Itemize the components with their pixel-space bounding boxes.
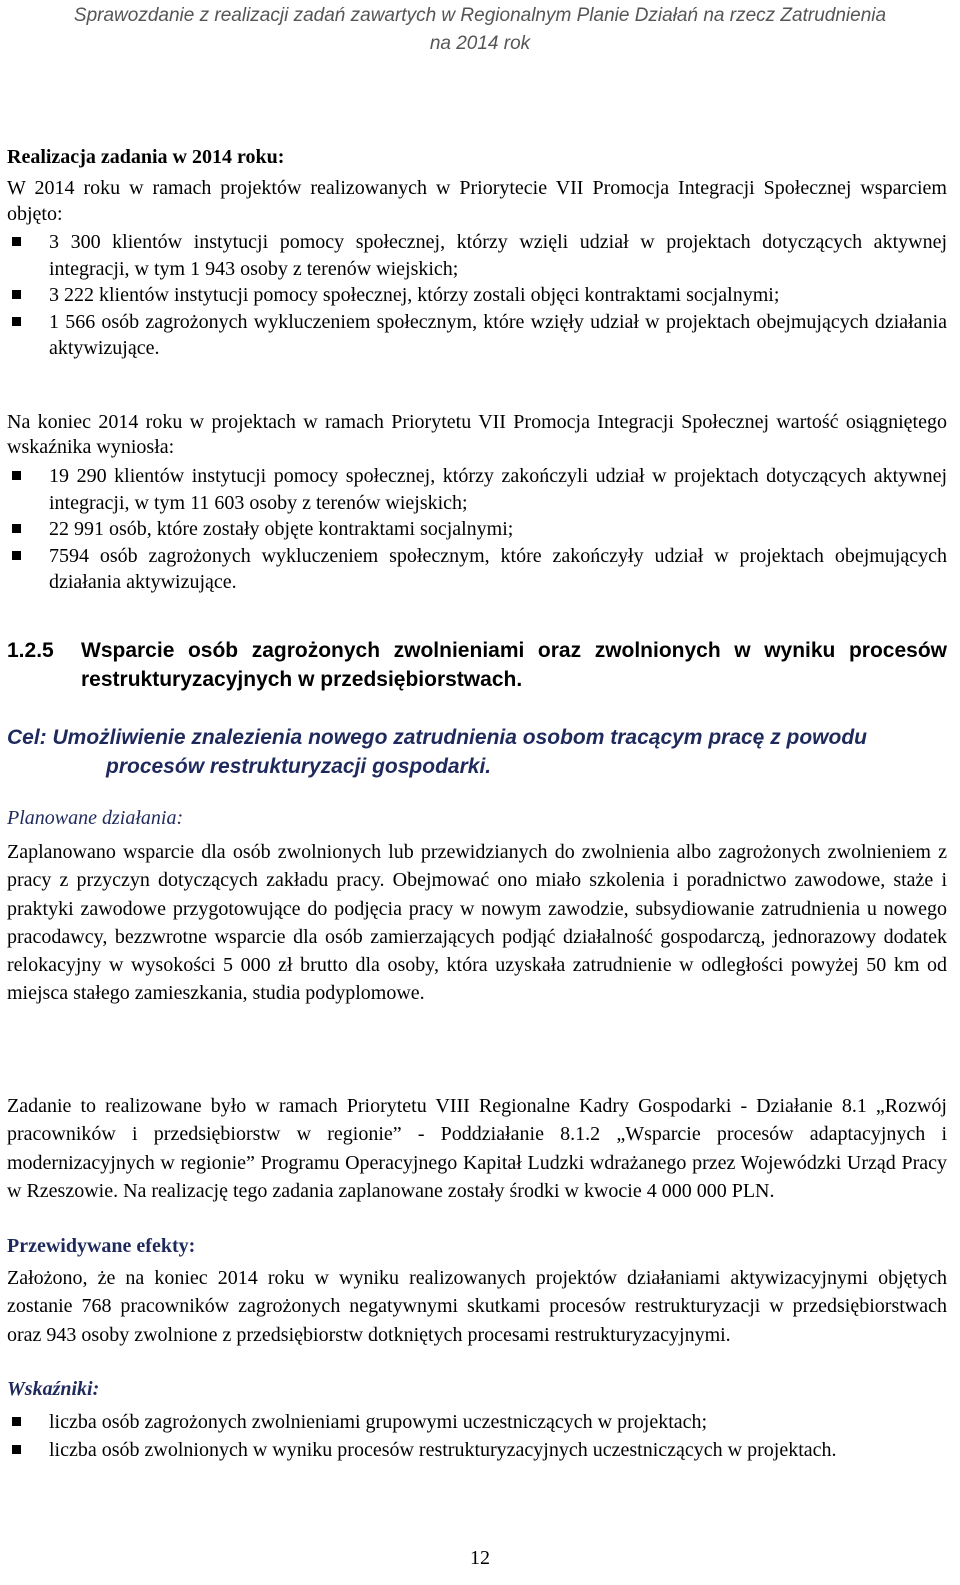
running-header <box>6 2 954 58</box>
list-item: liczba osób zagrożonych zwolnieniami grupowymi uczestniczących w projektach; <box>7 1409 947 1437</box>
koniec-bullet-list <box>7 463 947 596</box>
goal-line-1: Cel: Umożliwienie znalezienia nowego zatrudnienia osobom tracącym pracę z powodu <box>7 726 867 749</box>
header-line-2: na 2014 rok <box>429 33 531 54</box>
koniec-section <box>7 410 947 596</box>
realizacja-section <box>7 145 947 362</box>
planowane-heading: Planowane działania: <box>7 807 184 829</box>
list-item: 3 222 klientów instytucji pomocy społecznej, którzy zostali objęci kontraktami socjalnymi; <box>7 282 947 309</box>
list-item: 3 300 klientów instytucji pomocy społecznej, którzy wzięli udział w projektach dotyczących aktywnej integracji, w tym 1 943 osoby z terenów wiejskich; <box>7 229 947 282</box>
wskazniki-bullet-list <box>7 1409 947 1464</box>
planowane-text: Zaplanowano wsparcie dla osób zwolnionych lub przewidzianych do zwolnienia albo zagrożonych zwolnieniem z pracy z przyczyn dotyczących zakładu pracy. Obejmować ono miało szkolenia i poradnictwo zawodowe, staże i praktyki zawodowe przygotowujące do podjęcia pracy w nowym zawodzie, subsydiowanie zatrudnienia u nowego pracodawcy, bezzwrotne wsparcie dla osób zamierzających podjąć działalność gospodarczą, jednorazowy dodatek relokacyjny w wysokości 5 000 zł brutto dla osoby, która uzyskała zatrudnienie w odległości powyżej 50 km od miejsca stałego zamieszkania, studia podyplomowe. <box>7 841 947 1005</box>
wskazniki-heading: Wskaźniki: <box>7 1378 100 1400</box>
zadanie-paragraph: Zadanie to realizowane było w ramach Priorytetu VIII Regionalne Kadry Gospodarki - Działanie 8.1 „Rozwój pracowników i przedsiębiorstw w regionie” - Poddziałanie 8.1.2 „Wsparcie procesów adaptacyjnych i modernizacyjnych w regionie” Programu Operacyjnego Kapitał Ludzki wdrażanego przez Wojewódzki Urząd Pracy w Rzeszowie. Na realizację tego zadania zaplanowane zostały środki w kwocie 4 000 000 PLN. <box>7 1095 947 1202</box>
realizacja-bullet-list <box>7 229 947 362</box>
section-heading <box>7 636 947 694</box>
efekty-section <box>7 1234 947 1349</box>
list-item: 7594 osób zagrożonych wykluczeniem społecznym, które zakończyły udział w projektach obejmujących działania aktywizujące. <box>7 543 947 596</box>
wskazniki-section <box>7 1377 947 1464</box>
goal-line-2: procesów restrukturyzacji gospodarki. <box>106 755 492 778</box>
header-line-1: Sprawozdanie z realizacji zadań zawartych w Regionalnym Planie Działań na rzecz Zatrudnienia <box>73 5 887 26</box>
planowane-section <box>7 806 947 1008</box>
list-item: 19 290 klientów instytucji pomocy społecznej, którzy zakończyli udział w projektach dotyczących aktywnej integracji, w tym 11 603 osoby z terenów wiejskich; <box>7 463 947 516</box>
section-goal <box>7 723 947 781</box>
list-item: liczba osób zwolnionych w wyniku procesów restrukturyzacyjnych uczestniczących w projektach. <box>7 1437 947 1465</box>
page-number: 12 <box>470 1547 490 1569</box>
efekty-heading: Przewidywane efekty: <box>7 1235 196 1257</box>
list-item: 1 566 osób zagrożonych wykluczeniem społecznym, które wzięły udział w projektach obejmujących działania aktywizujące. <box>7 309 947 362</box>
realizacja-heading: Realizacja zadania w 2014 roku: <box>7 146 285 168</box>
list-item: 22 991 osób, które zostały objęte kontraktami socjalnymi; <box>7 516 947 543</box>
koniec-intro: Na koniec 2014 roku w projektach w ramach Priorytetu VII Promocja Integracji Społecznej wartość osiągniętego wskaźnika wyniosła: <box>7 411 947 458</box>
realizacja-intro: W 2014 roku w ramach projektów realizowanych w Priorytecie VII Promocja Integracji Społecznej wsparciem objęto: <box>7 177 947 225</box>
section-number: 1.2.5 <box>7 639 54 662</box>
section-title: Wsparcie osób zagrożonych zwolnieniami oraz zwolnionych w wyniku procesów restrukturyzacyjnych w przedsiębiorstwach. <box>81 639 947 691</box>
efekty-text: Założono, że na koniec 2014 roku w wyniku realizowanych projektów działaniami aktywizacyjnymi objętych zostanie 768 pracowników zagrożonych negatywnymi skutkami procesów restrukturyzacji w przedsiębiorstwach oraz 943 osoby zwolnione z przedsiębiorstw dotkniętych procesami restrukturyzacyjnymi. <box>7 1267 947 1346</box>
